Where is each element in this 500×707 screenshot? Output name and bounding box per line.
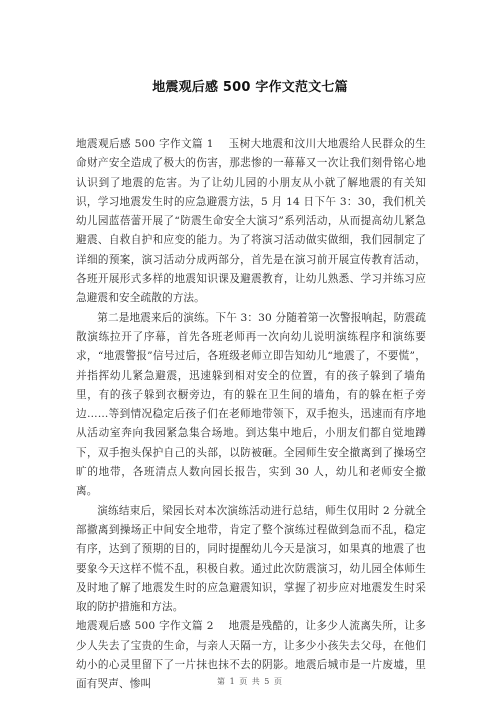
paragraph-1: 地震观后感 500 字作文篇 1 玉树大地震和汶川大地震给人民群众的生命财产安全造成了极大的伤害，那悲惨的一幕幕又一次让我们刻骨铭心地认识到了地震的危害。为了让幼儿园的小朋友从小就了解地震的有关知识，学习地震发生时的应急避震方法，5 月 14 日下午 3：30，我们机关幼儿园蓝蓓蕾开展了“防震生命安全大演习”系列活动，从而提高幼儿紧急避震、自救自护和应变的能力。为了将演习活动做实做细，我们园制定了详细的预案，演习活动分成两部分，首先是在演习前开展宣传教育活动，各班开展形式多样的地震知识课及避震教育，让幼儿熟悉、学习并练习应急避震和安全疏散的方法。 [76,138,426,305]
paragraph-3: 演练结束后，梁园长对本次演练活动进行总结，师生仅用时 2 分就全部撤离到操场正中间安全地带，肯定了整个演练过程做到急而不乱，稳定有序，达到了预期的目的，同时提醒幼儿今天是演习，如果真的地震了也要象今天这样不慌不乱，积极自救。通过此次防震演习，幼儿园全体师生及时地了解了地震发生时的应急避震知识，掌握了初步应对地震发生时采取的防护措施和方法。 [76,504,426,614]
paragraph-2: 第二是地震来后的演练。下午 3：30 分随着第一次警报响起，防震疏散演练拉开了序幕，首先各班老师再一次向幼儿说明演练程序和演练要求，“地震警报”信号过后，各班级老师立即告知幼儿“地震了，不要慌”，并指挥幼儿紧急避震，迅速躲到相对安全的位置，有的孩子躲到了墙角里，有的孩子躲到衣橱旁边，有的躲在卫生间的墙角，有的躲在柜子旁边……等到情况稳定后孩子们在老师地带领下，双手抱头，迅速而有序地从活动室奔向我园紧急集合场地。到达集中地后，小朋友们都自觉地蹲下，双手抱头保护自己的头部，以防被砸。全园师生安全撤离到了操场空旷的地带，各班清点人数向园长报告，实到 30 人，幼儿和老师安全撤离。 [76,311,426,498]
document-body [76,135,426,695]
page-number-footer: 第 1 页 共 5 页 [217,677,283,686]
paragraph-4: 地震观后感 500 字作文篇 2 地震是残酷的，让多少人流离失所，让多少人失去了宝贵的生命，与亲人天隔一方，让多少小孩失去父母，在他们幼小的心灵里留下了一片抹也抹不去的阴影。地震后城市是一片废墟，里面有哭声、惨叫 [76,620,426,691]
document-title: 地震观后感 500 字作文范文七篇 [152,80,348,95]
